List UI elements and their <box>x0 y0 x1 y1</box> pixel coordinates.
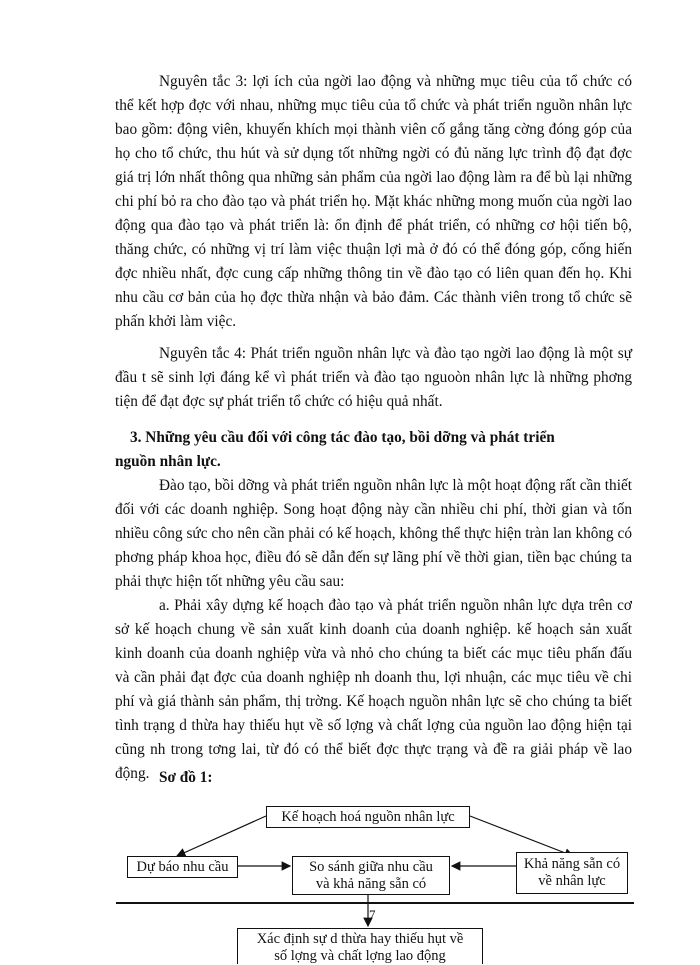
arrow-top-to-left <box>177 816 266 856</box>
box-demand-forecast <box>127 856 238 878</box>
principle-3-text: Nguyên tắc 3: lợi ích của ngời lao động và những mục tiêu của tổ chức có thể kết hợp đợc với nhau, những mục tiêu của tổ chức và phát triển nguồn nhân lực bao gồm: động viên, khuyến khích mọi thành viên cố gắng tăng cờng đóng góp của họ cho tổ chức, thu hút và sử dụng tốt những ngời có đủ năng lực trình độ đạt đợc giá trị lớn nhất thông qua những sản phẩm của ngời lao động làm ra để bù lại những chi phí bỏ ra cho đào tạo và phát triển họ. Mặt khác những mong muốn của ngời lao động qua đào tạo và phát triển là: ổn định để phát triển, có những cơ hội tiến bộ, thăng chức, có những vị trí làm việc thuận lợi mà ở đó có thể đóng góp, cống hiến đợc nhiều nhất, đợc cung cấp những thông tin về đào tạo có liên quan đến họ. Khi nhu cầu cơ bản của họ đợc thừa nhận và bảo đảm. Các thành viên trong tổ chức sẽ phấn khởi làm việc. <box>115 73 632 330</box>
arrow-top-to-right <box>470 816 573 856</box>
box-compare-line-2: và khả năng sẵn có <box>315 876 427 892</box>
page-footer-rule <box>116 902 634 904</box>
box-demand-forecast-label: Dự báo nhu cầu <box>136 859 229 875</box>
box-hr-planning <box>266 806 470 828</box>
diagram-label-text: Sơ đồ 1: <box>159 769 213 786</box>
box-hr-planning-label: Kế hoạch hoá nguồn nhân lực <box>281 809 455 825</box>
box-supply <box>516 852 628 894</box>
box-compare-line-1: So sánh giữa nhu cầu <box>309 859 433 875</box>
heading-line-2: nguồn nhân lực. <box>115 453 221 470</box>
box-surplus-shortage <box>237 928 483 964</box>
box-supply-line-2: về nhân lực <box>538 873 606 889</box>
box-compare <box>292 856 450 895</box>
box-supply-line-1: Khả năng sẵn có <box>523 856 621 872</box>
page-number: 7 <box>369 907 376 922</box>
principle-4-text: Nguyên tắc 4: Phát triển nguồn nhân lực và đào tạo ngời lao động là một sự đầu t sẽ sinh lợi đáng kể vì phát triển và đào tạo nguoòn nhân lực là những phơng tiện để đạt đợc sự phát triển tổ chức có hiệu quả nhất. <box>115 345 632 410</box>
heading-line-1: 3. Những yêu cầu đối với công tác đào tạo, bồi dỡng và phát triển <box>130 429 555 446</box>
box-surplus-line-2: số lợng và chất lợng lao động <box>274 948 446 964</box>
requirement-a-text: a. Phải xây dựng kế hoạch đào tạo và phát triển nguồn nhân lực dựa trên cơ sở kế hoạch chung về sản xuất kinh doanh của doanh nghiệp. kế hoạch sản xuất kinh doanh của doanh nghiệp vừa và nhỏ cho chúng ta biết các mục tiêu phấn đấu và cần phải đạt đợc của doanh nghiệp nh doanh thu, lợi nhuận, các mục tiêu về chi phí và giá thành sản phẩm, thị trờng. Kế hoạch nguồn nhân lực sẽ cho chúng ta biết tình trạng d thừa hay thiếu hụt về số lợng và chất lợng của nguồn lao động hiện tại cũng nh trong tơng lai, từ đó có thể biết đợc thực trạng và đề ra giải pháp về lao động. <box>115 597 632 782</box>
requirements-intro-text: Đào tạo, bồi dỡng và phát triển nguồn nhân lực là một hoạt động rất cần thiết đối với các doanh nghiệp. Song hoạt động này cần nhiều chi phí, thời gian và tốn nhiều công sức cho nên cần phải có kế hoạch, không thể thực hiện tràn lan không có phơng pháp khoa học, điều đó sẽ dẫn đến sự lãng phí về thời gian, tiền bạc chúng ta phải thực hiện tốt những yêu cầu sau: <box>115 477 632 590</box>
box-surplus-line-1: Xác định sự d thừa hay thiếu hụt về <box>256 931 464 947</box>
